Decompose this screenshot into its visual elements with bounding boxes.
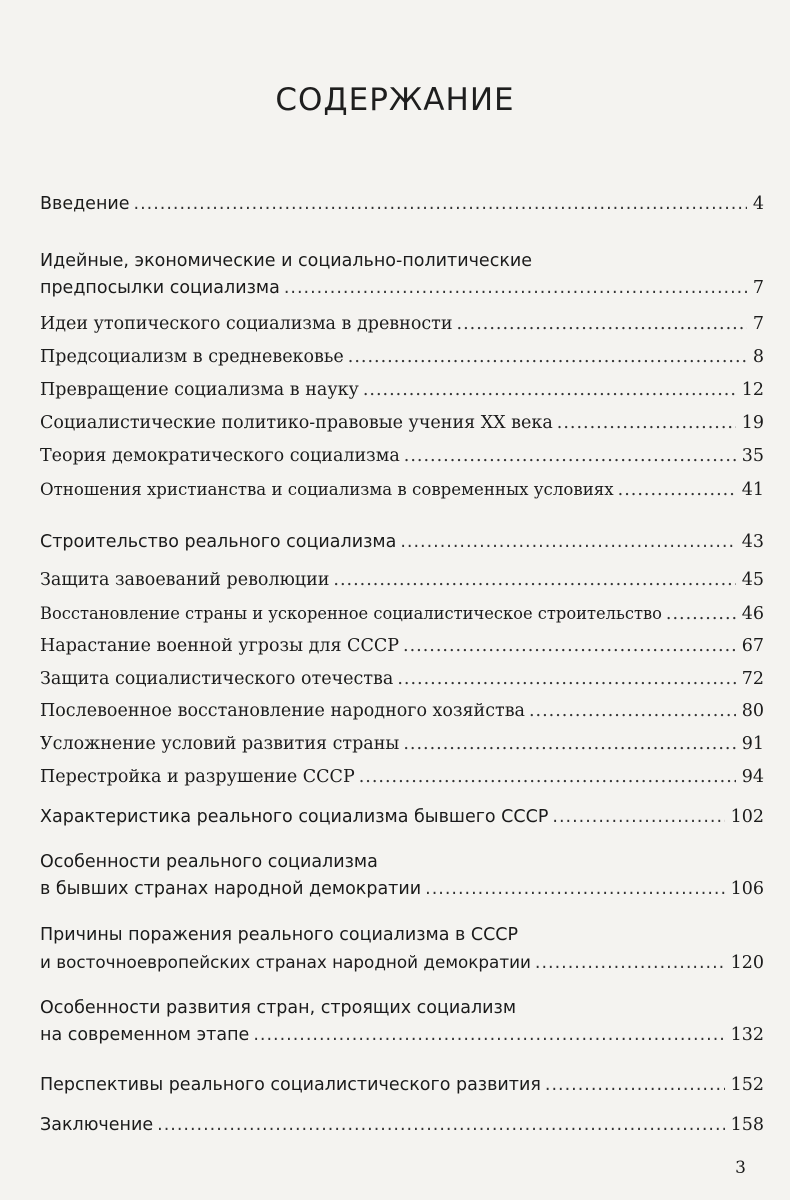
toc-entry-current-stage[interactable] — [40, 997, 764, 1047]
dot-leader — [425, 878, 724, 901]
toc-entry-title-line-1: Идейные, экономические и социально-политические — [40, 251, 533, 271]
toc-page-number: 106 — [730, 879, 764, 899]
toc-entry-middle-ages[interactable] — [40, 346, 764, 369]
toc-page-number: 43 — [741, 532, 764, 552]
toc-entry-title: Социалистические политико-правовые учения XX века — [40, 413, 553, 433]
toc-page-number: 45 — [741, 570, 764, 590]
toc-page-number: 158 — [730, 1115, 764, 1135]
toc-entry-title-line-1: Особенности развития стран, строящих социализм — [40, 998, 517, 1018]
toc-entry-title-line-2: на современном этапе — [40, 1025, 250, 1045]
dot-leader — [359, 766, 736, 789]
dot-leader — [404, 445, 736, 468]
toc-entry-title: Предсоциализм в средневековье — [40, 347, 344, 367]
dot-leader — [253, 1024, 724, 1047]
toc-entry-conclusion[interactable] — [40, 1114, 764, 1137]
toc-entry-title-line-2: предпосылки социализма — [40, 278, 280, 298]
toc-entry-title: Характеристика реального социализма бывшего СССР — [40, 807, 549, 827]
toc-entry-title-line-2: и восточноевропейских странах народной демократии — [40, 952, 531, 972]
toc-entry-restoration-construction[interactable] — [40, 602, 764, 626]
toc-entry-title-line-1: Причины поражения реального социализма в СССР — [40, 925, 519, 945]
toc-page-number: 80 — [741, 701, 764, 721]
dot-leader — [618, 479, 736, 502]
dot-leader — [403, 733, 735, 756]
toc-page-number: 19 — [741, 413, 764, 433]
toc-entry-title: Послевоенное восстановление народного хозяйства — [40, 701, 525, 721]
toc-page-number: 132 — [730, 1025, 764, 1045]
toc-page-number: 7 — [752, 278, 764, 298]
toc-entry-peoples-democracies[interactable] — [40, 851, 764, 901]
toc-entry-title: Идеи утопического социализма в древности — [40, 314, 453, 334]
toc-entry-title: Введение — [40, 194, 130, 214]
toc-page-number: 12 — [741, 380, 764, 400]
toc-entry-defeat-causes[interactable] — [40, 924, 764, 975]
toc-entry-title: Строительство реального социализма — [40, 532, 397, 552]
toc-entry-complicated-conditions[interactable] — [40, 733, 764, 756]
page-number: 3 — [735, 1158, 746, 1178]
toc-page-number: 7 — [752, 314, 764, 334]
dot-leader — [552, 806, 724, 829]
toc-entry-title: Заключение — [40, 1115, 154, 1135]
toc-entry-socialism-science[interactable] — [40, 379, 764, 402]
toc-page-number: 152 — [730, 1075, 764, 1095]
toc-entry-xx-century-doctrines[interactable] — [40, 412, 764, 435]
dot-leader — [134, 193, 747, 216]
toc-page-number: 120 — [730, 953, 764, 973]
toc-entry-ideological-prerequisites[interactable] — [40, 250, 764, 300]
dot-leader — [400, 531, 735, 554]
toc-entry-title: Превращение социализма в науку — [40, 380, 359, 400]
toc-entry-title-line-1: Особенности реального социализма — [40, 852, 378, 872]
toc-entry-characteristics-ussr[interactable] — [40, 806, 764, 829]
toc-page-number: 102 — [730, 807, 764, 827]
dot-leader — [157, 1114, 724, 1137]
toc-entry-building-real-socialism[interactable] — [40, 531, 764, 554]
toc-entry-title: Перестройка и разрушение СССР — [40, 767, 355, 787]
dot-leader — [284, 277, 747, 300]
toc-entry-postwar-restoration[interactable] — [40, 700, 764, 723]
toc-entry-utopian-antiquity[interactable] — [40, 313, 764, 336]
toc-entry-title-line-2: в бывших странах народной демократии — [40, 879, 422, 899]
dot-leader — [457, 313, 747, 336]
toc-entry-introduction[interactable] — [40, 193, 764, 216]
toc-entry-title: Защита социалистического отечества — [40, 669, 394, 689]
toc-page-number: 35 — [741, 446, 764, 466]
toc-entry-democratic-socialism[interactable] — [40, 445, 764, 468]
page-title: СОДЕРЖАНИЕ — [275, 82, 515, 118]
toc-entry-military-threat[interactable] — [40, 635, 764, 658]
dot-leader — [363, 379, 736, 402]
dot-leader — [666, 603, 736, 626]
toc-entry-prospects[interactable] — [40, 1074, 764, 1097]
toc-entry-title: Отношения христианства и социализма в современных условиях — [40, 480, 614, 499]
toc-entry-defense-of-fatherland[interactable] — [40, 668, 764, 691]
toc-page-number: 72 — [741, 669, 764, 689]
toc-entry-title: Теория демократического социализма — [40, 446, 400, 466]
toc-page-number: 67 — [741, 636, 764, 656]
toc-entry-title: Восстановление страны и ускоренное социалистическое строительство — [40, 604, 662, 623]
toc-page-number: 94 — [741, 767, 764, 787]
dot-leader — [529, 700, 736, 723]
dot-leader — [403, 635, 736, 658]
dot-leader — [545, 1074, 725, 1097]
toc-entry-perestroika[interactable] — [40, 766, 764, 789]
toc-entry-title: Перспективы реального социалистического развития — [40, 1075, 541, 1095]
toc-entry-title: Усложнение условий развития страны — [40, 734, 400, 754]
toc-page-number: 41 — [741, 480, 764, 500]
dot-leader — [535, 952, 725, 975]
toc-entry-title: Защита завоеваний революции — [40, 570, 330, 590]
toc-entry-defense-of-revolution[interactable] — [40, 569, 764, 592]
toc-page-number: 46 — [741, 604, 764, 624]
dot-leader — [397, 668, 735, 691]
toc-page-number: 4 — [752, 194, 764, 214]
dot-leader — [557, 412, 736, 435]
toc-page-number: 8 — [752, 347, 764, 367]
dot-leader — [348, 346, 747, 369]
toc-page-number: 91 — [741, 734, 764, 754]
toc-entry-title: Нарастание военной угрозы для СССР — [40, 636, 400, 656]
toc-entry-christianity-socialism[interactable] — [40, 478, 764, 502]
dot-leader — [333, 569, 735, 592]
